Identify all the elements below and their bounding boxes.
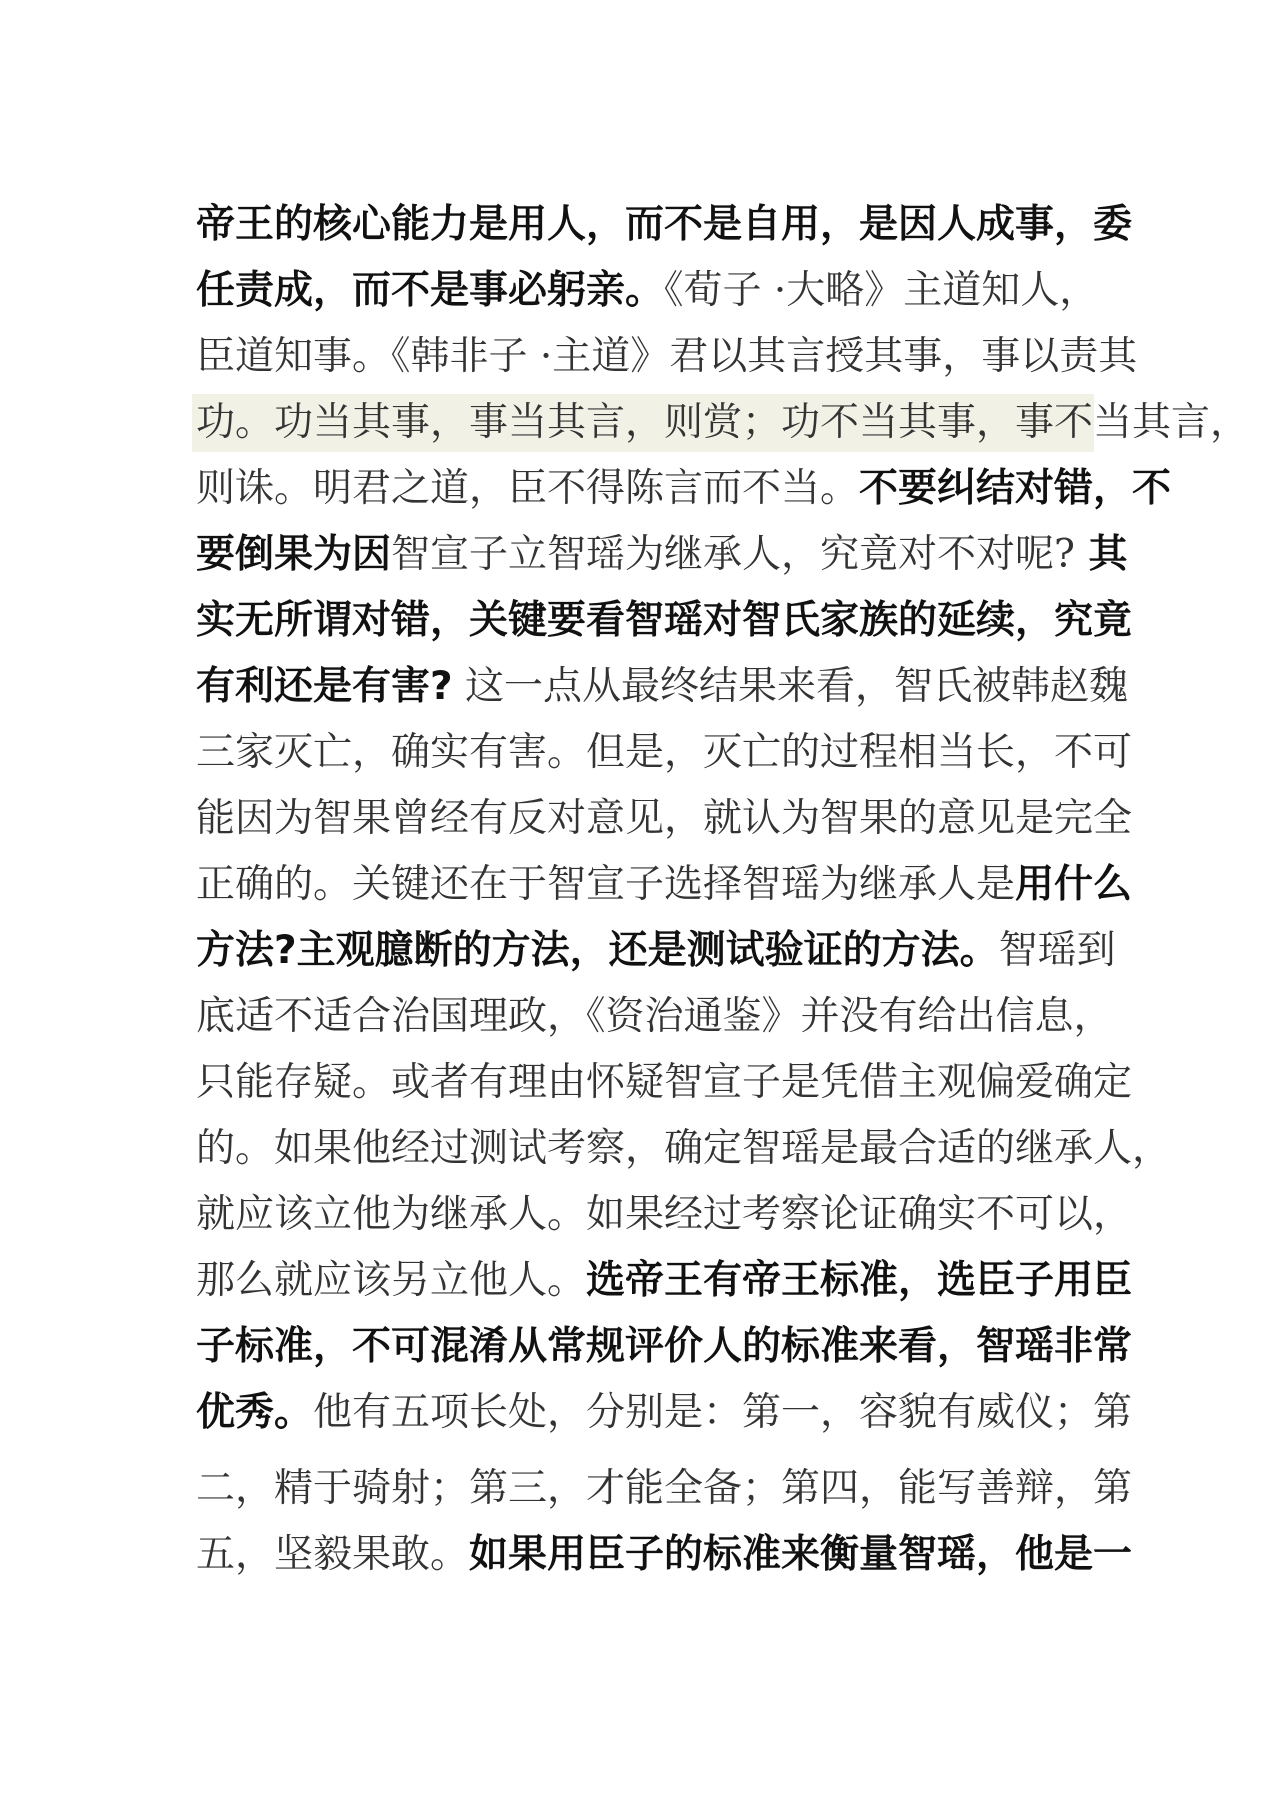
text-line <box>196 456 1172 522</box>
text-run: 他有五项长处，分别是：第一，容貌有威仪；第 <box>313 1390 1133 1435</box>
text-run: 就应该立他为继承人。如果经过考察论证确实不可以， <box>196 1192 1133 1237</box>
text-run: 智瑶到 <box>998 928 1116 973</box>
text-run: 智宣子立智瑶为继承人，究竟对不对呢? <box>391 532 1075 577</box>
bold-text-run: 用什么 <box>1015 862 1133 907</box>
bold-text-run: 有利还是有害? <box>196 664 453 709</box>
body-text <box>196 192 1250 1588</box>
text-line <box>196 390 1250 456</box>
bold-text-run: 任责成，而不是事必躬亲。 <box>196 268 665 313</box>
bold-text-run: 如果用臣子的标准来衡量智瑶，他是一 <box>469 1532 1133 1577</box>
text-run: 五，坚毅果敢。 <box>196 1532 470 1577</box>
text-run: 正确的。关键还在于智宣子选择智瑶为继承人是 <box>196 862 1016 907</box>
text-line <box>196 192 1133 258</box>
text-line <box>196 984 1113 1050</box>
text-run: 那么就应该另立他人。 <box>196 1258 587 1303</box>
text-line <box>196 852 1133 918</box>
text-run: 《荀子 ·大略》主道知人， <box>664 268 1099 313</box>
text-line <box>196 1248 1133 1314</box>
bold-text-run: 实无所谓对错，关键要看智瑶对智氏家族的延续，究竟 <box>196 598 1133 643</box>
text-line <box>196 786 1133 852</box>
text-run: 臣道知事。《韩非子 ·主道》君以其言授其事，事以责其 <box>196 334 1138 379</box>
text-line <box>196 1182 1133 1248</box>
text-run: 这一点从最终结果来看，智氏被韩赵魏 <box>452 664 1129 709</box>
bold-text-run: 不要纠结对错，不 <box>859 466 1172 511</box>
bold-text-run: 要倒果为因 <box>196 532 392 577</box>
text-line <box>196 1522 1133 1588</box>
text-line <box>196 918 1116 984</box>
text-run: 能因为智果曾经有反对意见，就认为智果的意见是完全 <box>196 796 1133 841</box>
text-line <box>196 720 1133 786</box>
text-line <box>196 1380 1133 1446</box>
text-line <box>196 1314 1133 1380</box>
bold-text-run: 其 <box>1074 532 1128 577</box>
bold-text-run: 选帝王有帝王标准，选臣子用臣 <box>586 1258 1133 1303</box>
text-line <box>196 1050 1133 1116</box>
text-run: 二，精于骑射；第三，才能全备；第四，能写善辩，第 <box>196 1466 1133 1511</box>
bold-text-run: 子标准，不可混淆从常规评价人的标准来看，智瑶非常 <box>196 1324 1133 1369</box>
text-run: 三家灭亡，确实有害。但是，灭亡的过程相当长，不可 <box>196 730 1133 775</box>
text-line <box>196 258 1099 324</box>
text-line <box>196 1456 1133 1522</box>
text-line <box>196 324 1138 390</box>
bold-text-run: 优秀。 <box>196 1390 314 1435</box>
bold-text-run: 帝王的核心能力是用人，而不是自用，是因人成事，委 <box>196 202 1133 247</box>
text-line <box>196 654 1129 720</box>
bold-text-run: 方法?主观臆断的方法，还是测试验证的方法。 <box>196 928 999 973</box>
text-line <box>196 1116 1172 1182</box>
text-run: 功。功当其事，事当其言，则赏；功不当其事，事不当其言， <box>196 400 1250 445</box>
text-run: 则诛。明君之道，臣不得陈言而不当。 <box>196 466 860 511</box>
text-line <box>196 588 1133 654</box>
text-line <box>196 522 1128 588</box>
text-run: 的。如果他经过测试考察，确定智瑶是最合适的继承人， <box>196 1126 1172 1171</box>
text-run: 只能存疑。或者有理由怀疑智宣子是凭借主观偏爱确定 <box>196 1060 1133 1105</box>
text-run: 底适不适合治国理政，《资治通鉴》并没有给出信息， <box>196 994 1113 1039</box>
